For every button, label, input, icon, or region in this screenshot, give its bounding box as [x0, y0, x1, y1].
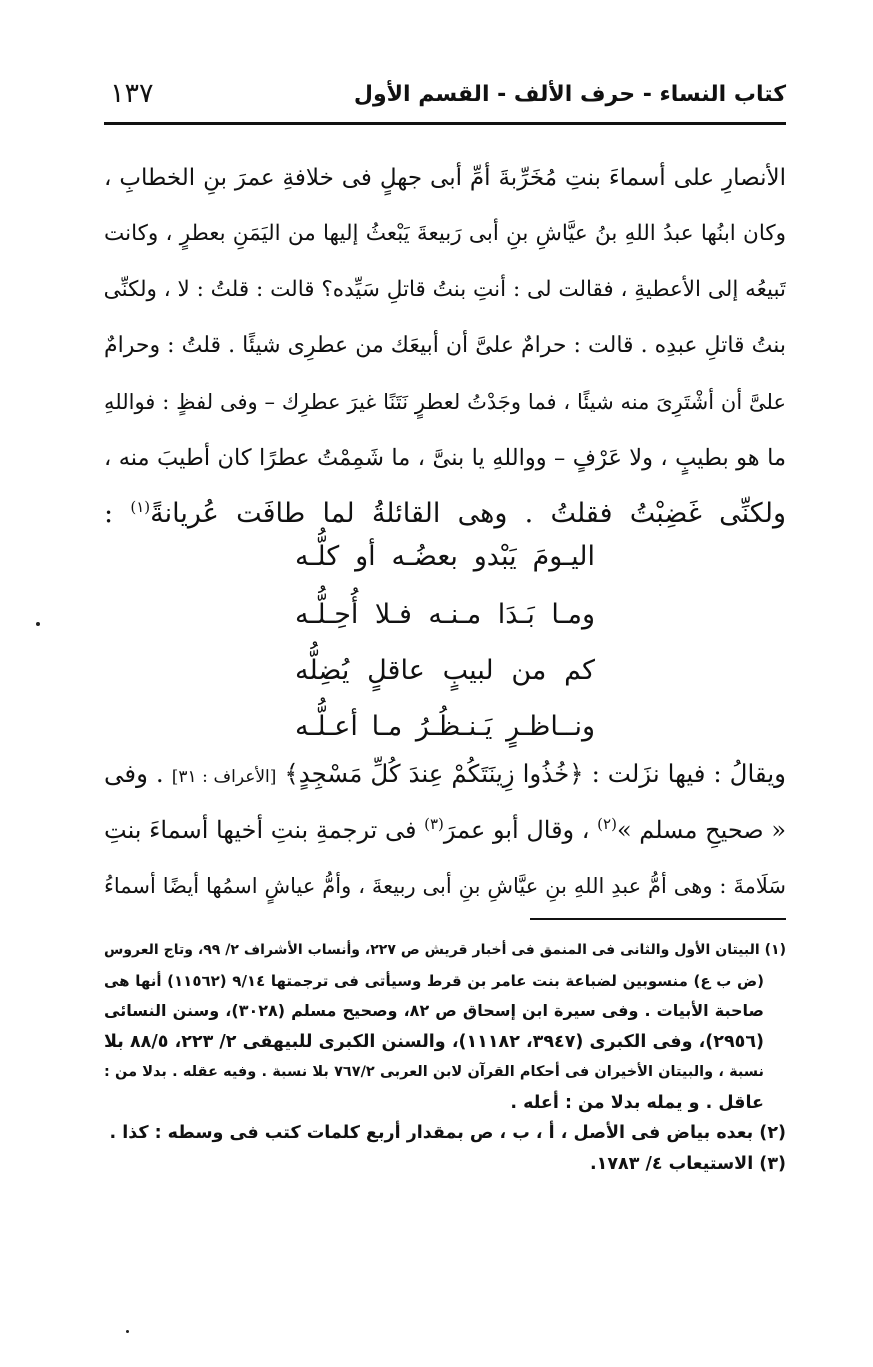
header-rule	[104, 122, 786, 125]
footnote-marker: (١)	[130, 498, 151, 516]
footnote-rule	[530, 918, 786, 920]
text-line	[104, 802, 786, 858]
page-number: ١٣٧	[110, 78, 154, 109]
footnote-line: (ض ب ع) منسوبين لضباعة بنت عامر بن قرط وسيأتى فى ترجمتها ٩/١٤ (١١٥٦٢) أنها هى	[104, 971, 765, 990]
quran-reference: [الأعراف : ٣١]	[171, 767, 277, 787]
footnote-line: (٢٩٥٦)، وفى الكبرى (٣٩٤٧، ١١١٨٢)، والسنن الكبرى للبيهقى ٢/ ٢٢٣، ٨٨/٥ بلا	[104, 1031, 765, 1052]
footnote-line: نسبة ، والبيتان الأخيران فى أحكام القرآن لابن العربى ٧٦٧/٢ بلا نسبة . وفيه عقله . بدلا من :	[104, 1064, 764, 1080]
footnote-line: (٢) بعده بياض فى الأصل ، أ ، ب ، ص بمقدار أربع كلمات كتب فى وسطه : كذا .	[109, 1123, 786, 1143]
text-segment: . وفى	[104, 759, 164, 788]
footnotes	[104, 935, 786, 1179]
poem-verse: كم من لبيبٍ عاقلٍ يُضِلُّه	[295, 655, 595, 686]
footnote-line: (٣) الاستيعاب ٤/ ١٧٨٣.	[590, 1153, 786, 1174]
footnote-line: صاحبة الأبيات . وفى سيرة ابن إسحاق ص ٨٢، وصحيح مسلم (٣٠٢٨)، وسنن النسائى	[104, 1001, 764, 1020]
footnote-line: عاقل . و يمله بدلا من : أعله .	[510, 1092, 764, 1113]
text-segment: فى ترجمةِ بنتِ أخيها أسماءَ بنتِ	[104, 816, 417, 844]
text-line: الأنصارِ على أسماءَ بنتِ مُخَرِّبةَ أمِّ أبى جهلٍ فى خلافةِ عمرَ بنِ الخطابِ ،	[104, 165, 786, 191]
poem-verse: ونــاظـرٍ يَـنـظُـرُ مـا أعـلُّـه	[295, 711, 595, 742]
footnote-marker: (٢)	[597, 815, 617, 833]
text-segment: ولكنِّى غَضِبْتُ فقلتُ . وهى القائلةُ لما طافَت عُريانةً	[150, 498, 786, 529]
text-line: ما هو بطيبٍ ، ولا عَرْفٍ – وواللهِ يا بنىَّ ، ما شَمِمْتُ عطرًا كان أطيبَ منه ،	[104, 445, 786, 471]
text-line	[104, 746, 786, 802]
text-line: وكان ابنُها عبدُ اللهِ بنُ عيَّاشِ بنِ أبى رَبيعةَ يَبْعثُ إليها من اليَمَنِ بعطرٍ ، وكانت	[104, 221, 786, 246]
text-line: بنتُ قاتلِ عبدِه . قالت : حرامٌ علىَّ أن أبيعَك من عطرِى شيئًا . قلتُ : وحرامٌ	[104, 333, 786, 358]
footnote-marker: (٣)	[424, 815, 444, 833]
footnote-line: (١) البيتان الأول والثانى فى المنمق فى أخبار قريش ص ٢٢٧، وأنساب الأشراف ٢/ ٩٩، وتاج العروس	[104, 942, 786, 958]
running-title: كتاب النساء - حرف الألف - القسم الأول	[353, 82, 786, 107]
text-segment: ، وقال أبو عمرَ	[443, 816, 590, 844]
main-text-continued	[104, 746, 786, 914]
text-segment: « صحيحِ مسلم »	[616, 816, 786, 844]
text-line: سَلَامةَ : وهى أمُّ عبدِ اللهِ بنِ عيَّاشِ بنِ أبى ربيعةَ ، وأمُّ عياشٍ اسمُها أيضًا أسماءُ	[104, 874, 786, 898]
page-header	[104, 78, 786, 118]
poem-verse: ومـا بَـدَا مـنـه فـلا أُحِـلُّـه	[295, 599, 595, 630]
scan-speck	[126, 1330, 129, 1333]
text-line: علىَّ أن أشْتَرِىَ منه شيئًا ، فما وجَدْتُ لعطرٍ نَتَنًا غيرَ عطرِك – وفى لفظٍ : فواللهِ	[104, 390, 786, 414]
main-text	[104, 150, 786, 542]
text-line: تَبيعُه إلى الأعطيةِ ، فقالت لى : أنتِ بنتُ قاتلِ سَيِّده؟ قالت : قلتُ : لا ، ولكنِّى	[104, 277, 786, 302]
poem-verse: اليـومَ يَبْدو بعضُـه أو كلُّـه	[295, 541, 595, 572]
text-segment: :	[104, 498, 114, 529]
quran-quote-line: ويقالُ : فيها نزَلت : ﴿خُذُوا زِينَتَكُمْ عِندَ كُلِّ مَسْجِدٍ﴾	[284, 759, 786, 788]
scan-speck	[36, 622, 40, 626]
